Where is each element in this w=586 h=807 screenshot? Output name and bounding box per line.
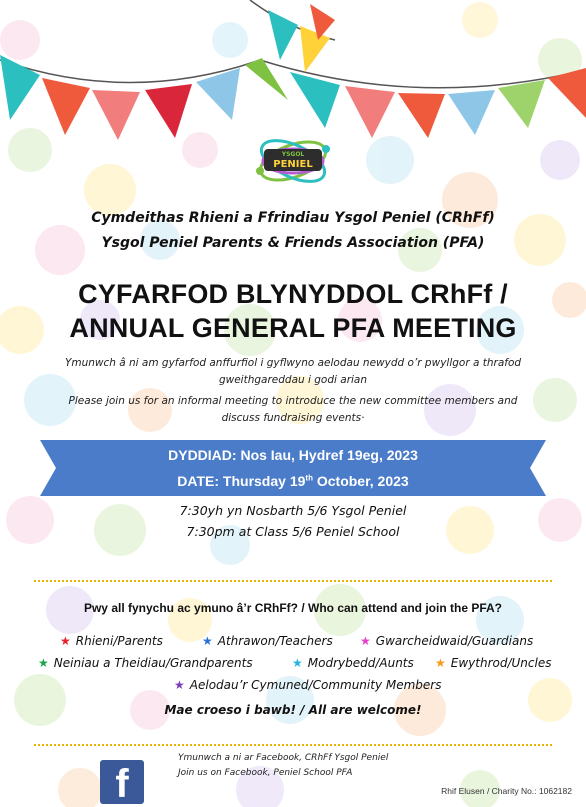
star-icon: ★: [38, 656, 49, 670]
date-welsh: DYDDIAD: Nos Iau, Hydref 19eg, 2023: [168, 447, 418, 463]
role-aunts: ★ Modrybedd/Aunts: [292, 656, 414, 670]
logo-line1: YSGOL: [281, 151, 305, 158]
role-uncles: ★ Ewythrod/Uncles: [435, 656, 552, 670]
facebook-icon[interactable]: [100, 760, 144, 804]
intro-welsh-line1: Ymunwch â ni am gyfarfod anffurfiol i gyflwyno aelodau newydd o’r pwyllgor a thrafod: [64, 357, 522, 369]
role-guardians: ★ Gwarcheidwaid/Guardians: [360, 634, 534, 648]
charity-number: Rhif Elusen / Charity No.: 1062182: [441, 786, 572, 796]
intro-english-line2: discuss fundraising events·: [221, 412, 365, 424]
divider-bottom: [34, 744, 552, 746]
association-english: Ysgol Peniel Parents & Friends Association (PFA): [101, 235, 485, 251]
facebook-english: Join us on Facebook, Peniel School PFA: [178, 768, 353, 778]
star-icon: ★: [60, 634, 71, 648]
title-welsh: CYFARFOD BLYNYDDOL CRhFf /: [78, 279, 508, 309]
facebook-letter: f: [115, 762, 129, 806]
facebook-welsh: Ymunwch a ni ar Facebook, CRhFf Ysgol Peniel: [178, 753, 389, 763]
star-icon: ★: [435, 656, 446, 670]
star-icon: ★: [292, 656, 303, 670]
time-welsh: 7:30yh yn Nosbarth 5/6 Ysgol Peniel: [179, 503, 407, 518]
who-question: Pwy all fynychu ac ymuno â’r CRhFf? / Who can attend and join the PFA?: [83, 601, 503, 615]
school-logo: [250, 125, 336, 195]
date-english: DATE: Thursday 19th October, 2023: [177, 473, 409, 489]
time-english: 7:30pm at Class 5/6 Peniel School: [186, 524, 400, 539]
intro-english-line1: Please join us for an informal meeting to introduce the new committee members and: [68, 395, 518, 407]
role-grandparents: ★ Neiniau a Theidiau/Grandparents: [38, 656, 253, 670]
divider-top: [34, 580, 552, 582]
intro-welsh-line2: gweithgareddau i godi arian: [218, 374, 368, 386]
role-teachers: ★ Athrawon/Teachers: [202, 634, 333, 648]
star-icon: ★: [174, 678, 185, 692]
star-icon: ★: [202, 634, 213, 648]
star-icon: ★: [360, 634, 371, 648]
role-community: ★ Aelodau’r Cymuned/Community Members: [174, 678, 442, 692]
association-welsh: Cymdeithas Rhieni a Ffrindiau Ysgol Peniel (CRhFf): [91, 210, 495, 226]
logo-line2: PENIEL: [273, 159, 313, 170]
welcome-message: Mae croeso i bawb! / All are welcome!: [164, 703, 422, 717]
title-english: ANNUAL GENERAL PFA MEETING: [69, 313, 517, 343]
role-parents: ★ Rhieni/Parents: [60, 634, 163, 648]
